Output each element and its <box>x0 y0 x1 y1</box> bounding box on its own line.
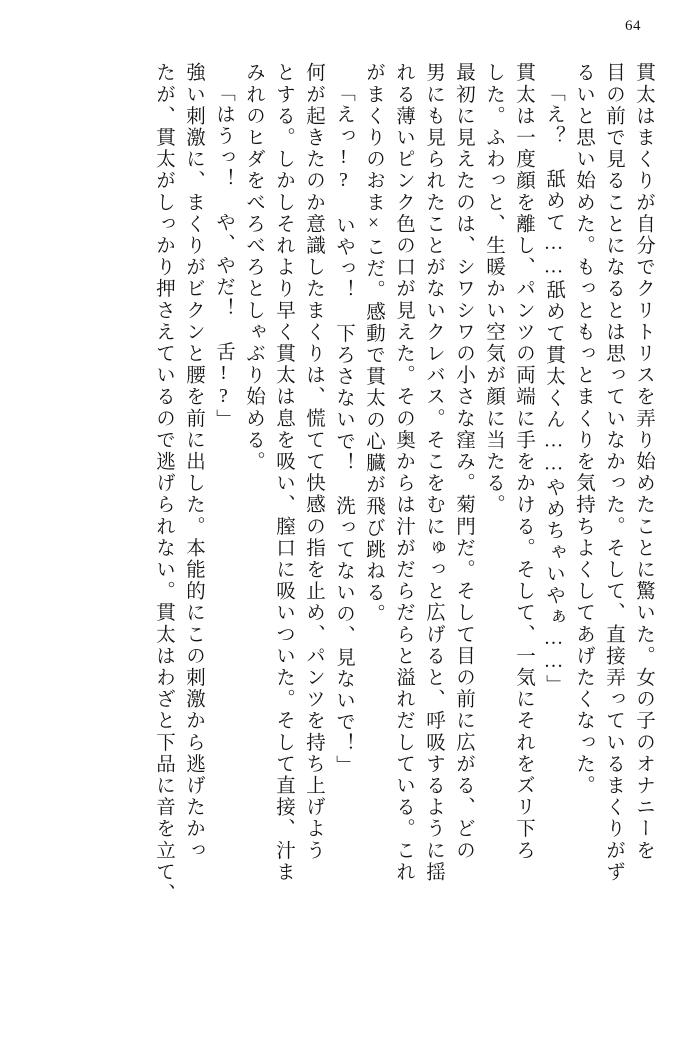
text-line: れる薄いピンク色の口が見えた。その奥からは汁がだらだらと溢れだしている。これ <box>393 62 414 883</box>
text-line: 目の前で見ることになるとは思っていなかった。そして、直接弄っているまくりがず <box>603 62 624 883</box>
text-line: 何が起きたのか意識したまくりは、慌てて快感の指を止め、パンツを持ち上げよう <box>303 62 324 862</box>
text-line: るいと思い始めた。もっともっとまくりを気持ちよくしてあげたくなった。 <box>573 62 594 797</box>
text-line: 「え？ 舐めて……舐めて貫太くん……やめちゃいやぁ……」 <box>543 82 564 696</box>
text-line: した。ふわっと、生暖かい空気が顔に当たる。 <box>483 62 504 516</box>
text-line: 「はうっ！ や、やだ！ 舌!?」 <box>213 82 234 431</box>
page-number: 64 <box>625 18 641 34</box>
text-line: たが、貫太がしっかり押さえているので逃げられない。貫太はわざと下品に音を立て、 <box>153 62 174 905</box>
text-line: 貫太はまくりが自分でクリトリスを弄り始めたことに驚いた。女の子のオナニーを <box>633 62 654 862</box>
text-line: 「えっ!? いやっ！ 下ろさないで！ 洗ってないの、見ないで！」 <box>333 82 354 777</box>
text-line: がまくりのおま×こだ。感動で貫太の心臓が飛び跳ねる。 <box>363 62 384 626</box>
text-line: とする。しかしそれより早く貫太は息を吸い、膣口に吸いついた。そして直接、汁ま <box>273 62 294 883</box>
body-text-block <box>34 62 653 1024</box>
text-line: 貫太は一度顔を離し、パンツの両端に手をかける。そして、一気にそれをズリ下ろ <box>513 62 534 862</box>
text-line: 強い刺激に、まくりがビクンと腰を前に出した。本能的にこの刺激から逃げたかっ <box>183 62 204 862</box>
text-line: みれのヒダをべろべろとしゃぶり始める。 <box>243 62 264 473</box>
text-line: 男にも見られたことがないクレバス。そこをむにゅっと広げると、呼吸するように揺 <box>423 62 444 883</box>
text-line: 最初に見えたのは、シワシワの小さな窪み。菊門だ。そして目の前に広がる、どの <box>453 62 474 862</box>
